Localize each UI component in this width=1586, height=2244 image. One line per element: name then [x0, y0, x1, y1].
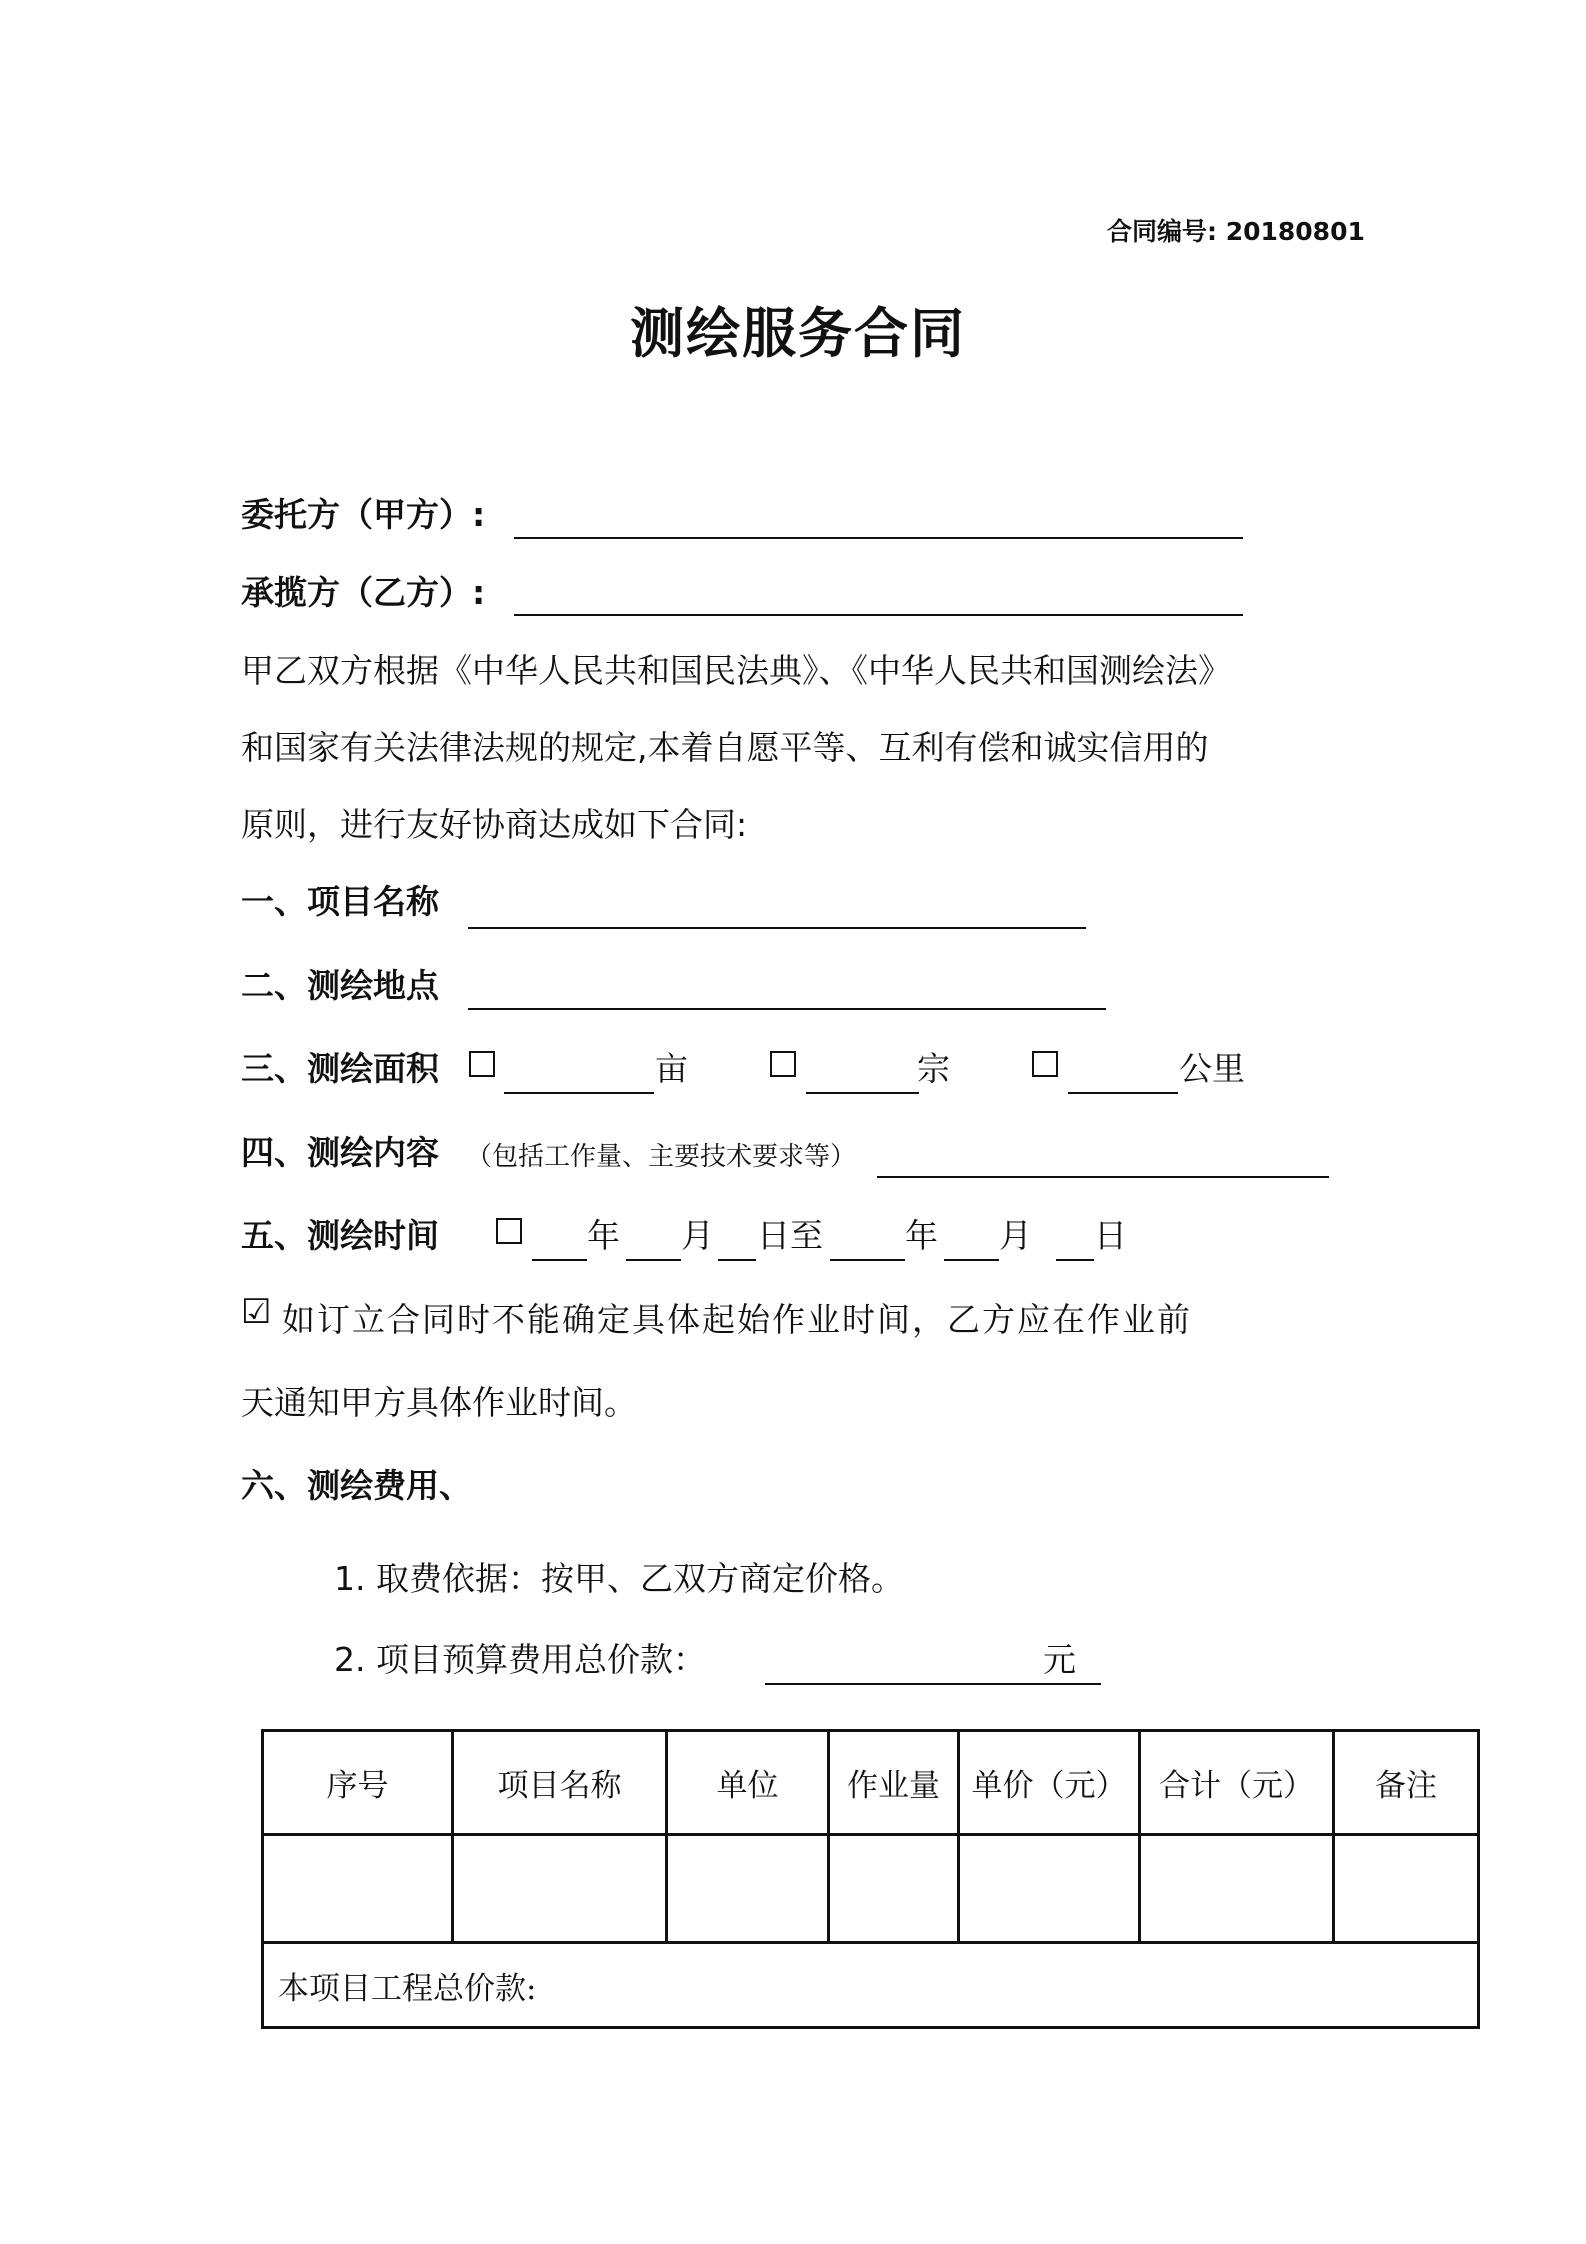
cell-project-name[interactable]: [453, 1834, 667, 1943]
cell-seq[interactable]: [263, 1834, 453, 1943]
fee-budget-unit: 元: [1043, 1640, 1076, 1679]
fee-budget-label: 2. 项目预算费用总价款：: [334, 1640, 706, 1679]
section-4-note: （包括工作量、主要技术要求等）: [466, 1142, 857, 1172]
notice-line-1: 如订立合同时不能确定具体起始作业时间，乙方应在作业前: [282, 1300, 1192, 1339]
col-header-unit: 单位: [667, 1731, 829, 1835]
start-day-field[interactable]: [718, 1259, 756, 1261]
start-year-field[interactable]: [532, 1259, 587, 1261]
section-4-label: 四、测绘内容: [241, 1133, 439, 1172]
party-b-label: 承揽方（乙方）:: [241, 573, 486, 612]
time-checkbox[interactable]: [496, 1218, 522, 1244]
intro-line-1: 甲乙双方根据《中华人民共和国民法典》、《中华人民共和国测绘法》: [241, 651, 1231, 690]
intro-line-2: 和国家有关法律法规的规定,本着自愿平等、互利有偿和诚实信用的: [241, 728, 1209, 767]
document-title: 测绘服务合同: [630, 302, 966, 365]
party-a-field[interactable]: [514, 537, 1243, 539]
col-header-unit-price: 单价（元）: [959, 1731, 1140, 1835]
end-day-unit: 日: [1094, 1216, 1127, 1255]
end-year-field[interactable]: [830, 1259, 905, 1261]
col-header-project-name: 项目名称: [453, 1731, 667, 1835]
area-km-unit: 公里: [1179, 1049, 1245, 1088]
survey-content-field[interactable]: [877, 1176, 1329, 1178]
contract-number: 合同编号: 20180801: [1107, 217, 1365, 246]
checked-box-icon[interactable]: ☑: [241, 1292, 272, 1332]
area-zong-checkbox[interactable]: [770, 1051, 796, 1077]
cell-quantity[interactable]: [829, 1834, 959, 1943]
party-b-field[interactable]: [514, 614, 1243, 616]
area-mu-checkbox[interactable]: [469, 1051, 495, 1077]
start-year-unit: 年: [587, 1216, 620, 1255]
intro-line-3: 原则，进行友好协商达成如下合同:: [241, 805, 748, 844]
end-year-unit: 年: [905, 1216, 938, 1255]
project-name-field[interactable]: [468, 927, 1086, 929]
area-km-field[interactable]: [1068, 1092, 1178, 1094]
area-zong-unit: 宗: [917, 1049, 950, 1088]
table-header-row: [263, 1731, 1479, 1835]
cell-unit[interactable]: [667, 1834, 829, 1943]
area-km-checkbox[interactable]: [1032, 1051, 1058, 1077]
col-header-seq: 序号: [263, 1731, 453, 1835]
area-mu-field[interactable]: [504, 1092, 654, 1094]
cell-remarks[interactable]: [1334, 1834, 1479, 1943]
section-6-label: 六、测绘费用、: [241, 1466, 472, 1505]
fee-budget-field[interactable]: [765, 1683, 1101, 1685]
party-a-label: 委托方（甲方）:: [241, 495, 486, 534]
start-month-field[interactable]: [626, 1259, 681, 1261]
section-5-label: 五、测绘时间: [241, 1216, 439, 1255]
end-day-field[interactable]: [1056, 1259, 1094, 1261]
col-header-subtotal: 合计（元）: [1140, 1731, 1334, 1835]
cell-unit-price[interactable]: [959, 1834, 1140, 1943]
start-day-unit: 日至: [757, 1216, 823, 1255]
area-zong-field[interactable]: [806, 1092, 919, 1094]
end-month-unit: 月: [999, 1216, 1032, 1255]
survey-location-field[interactable]: [468, 1008, 1106, 1010]
notice-line-2: 天通知甲方具体作业时间。: [241, 1383, 637, 1422]
total-price-label[interactable]: 本项目工程总价款:: [263, 1943, 1479, 2028]
col-header-quantity: 作业量: [829, 1731, 959, 1835]
cell-subtotal[interactable]: [1140, 1834, 1334, 1943]
start-month-unit: 月: [681, 1216, 714, 1255]
section-2-label: 二、测绘地点: [241, 966, 439, 1005]
table-total-row: [263, 1943, 1479, 2028]
table-row: [263, 1834, 1479, 1943]
section-1-label: 一、项目名称: [241, 882, 439, 921]
col-header-remarks: 备注: [1334, 1731, 1479, 1835]
end-month-field[interactable]: [944, 1259, 999, 1261]
fee-basis: 1. 取费依据：按甲、乙双方商定价格。: [334, 1559, 904, 1598]
section-3-label: 三、测绘面积: [241, 1049, 439, 1088]
fee-table: [261, 1729, 1480, 2029]
area-mu-unit: 亩: [655, 1049, 688, 1088]
